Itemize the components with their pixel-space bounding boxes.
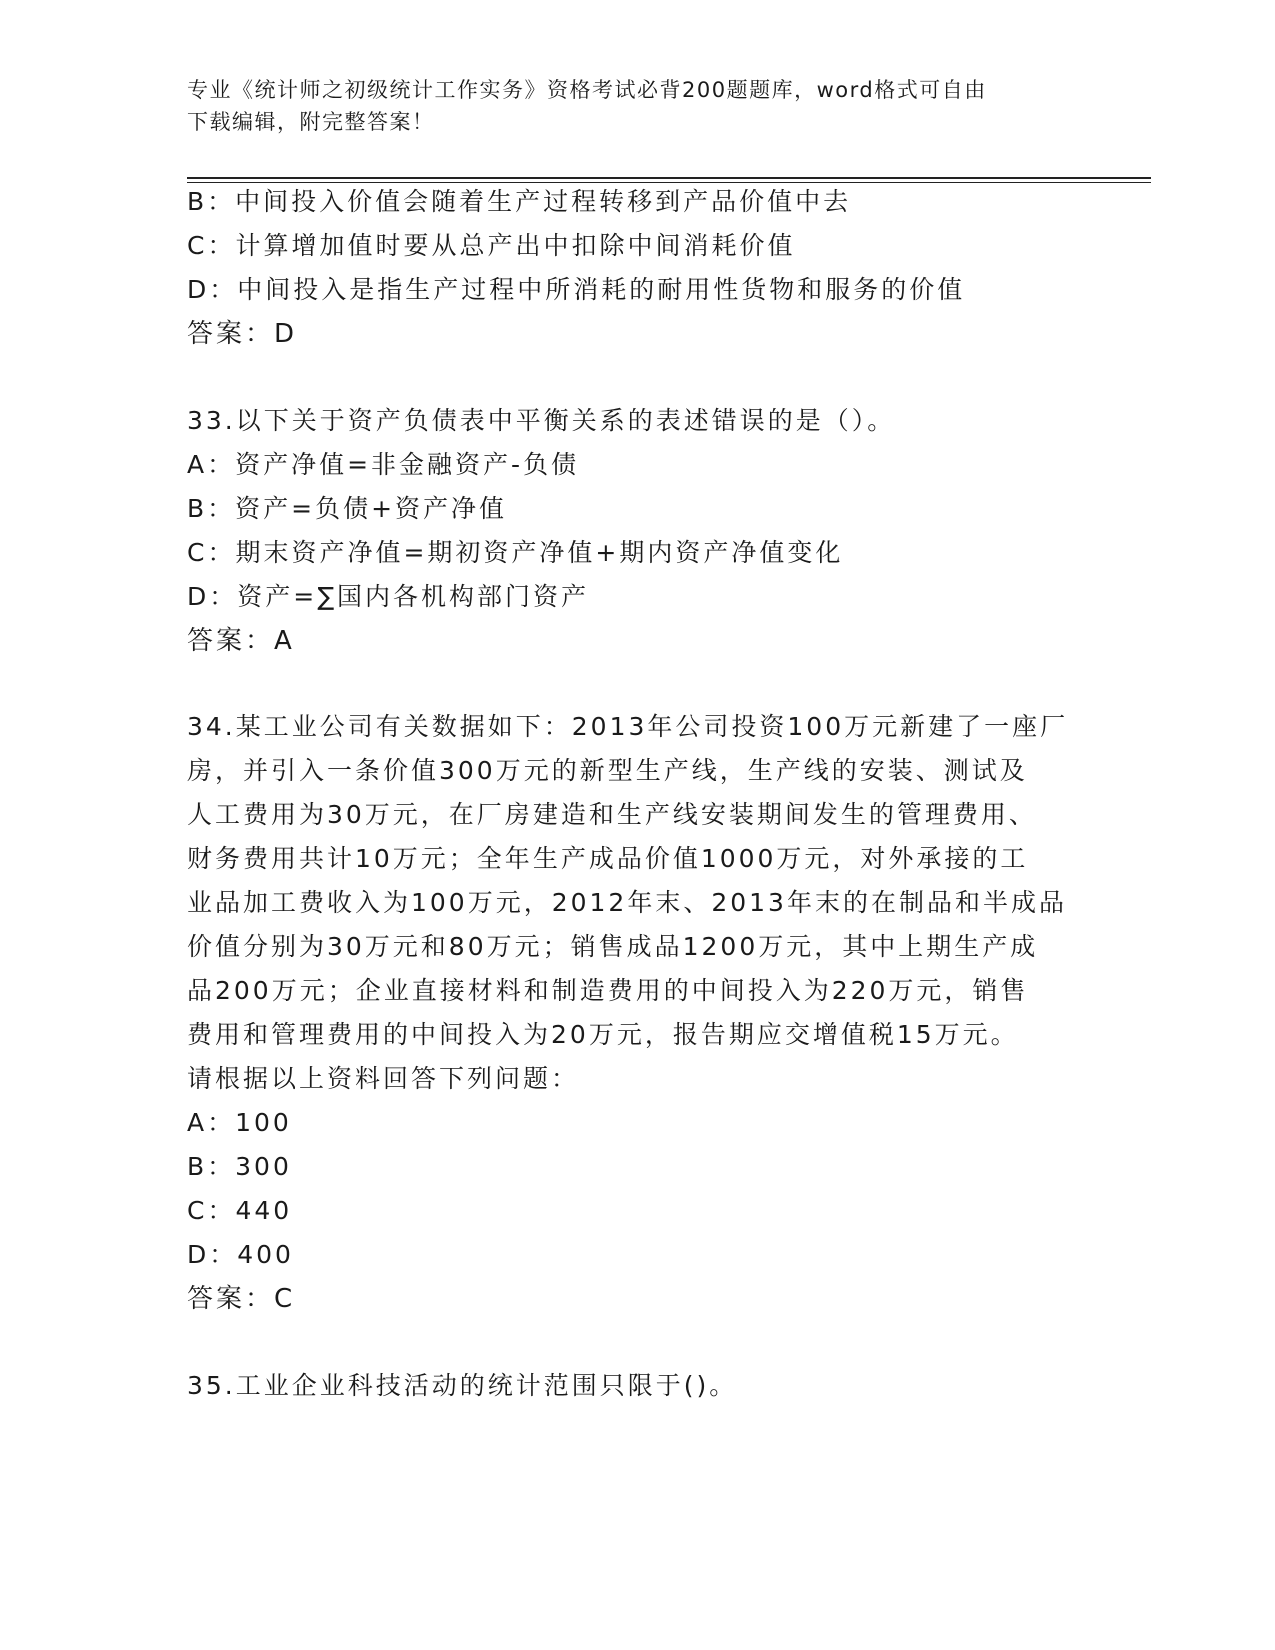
q33-option-a: A：资产净值=非金融资产-负债 <box>187 450 580 479</box>
q34-question-line: 房，并引入一条价值300万元的新型生产线，生产线的安装、测试及 <box>187 756 1028 785</box>
header-line-2: 下载编辑，附完整答案！ <box>187 110 435 134</box>
q34-question-line: 品200万元；企业直接材料和制造费用的中间投入为220万元，销售 <box>187 976 1029 1005</box>
q33-question: 33.以下关于资产负债表中平衡关系的表述错误的是（）。 <box>187 406 896 435</box>
q32-option-d: D：中间投入是指生产过程中所消耗的耐用性货物和服务的价值 <box>187 275 966 304</box>
q34-question-line: 请根据以上资料回答下列问题： <box>187 1064 580 1093</box>
q34-question-line: 人工费用为30万元，在厂房建造和生产线安装期间发生的管理费用、 <box>187 800 1037 829</box>
q33-answer-value: A <box>274 626 293 656</box>
q34-question-line: 34.某工业公司有关数据如下：2013年公司投资100万元新建了一座厂 <box>187 712 1069 741</box>
q33-option-c: C：期末资产净值=期初资产净值+期内资产净值变化 <box>187 538 844 567</box>
q34-option-a: A：100 <box>187 1108 292 1137</box>
q32-answer-label: 答案： <box>187 319 275 349</box>
q34-question-line: 财务费用共计10万元；全年生产成品价值1000万元，对外承接的工 <box>187 844 1029 873</box>
q34-answer-value: C <box>274 1284 294 1314</box>
q33-option-b: B：资产=负债+资产净值 <box>187 494 508 523</box>
q32-option-b: B：中间投入价值会随着生产过程转移到产品价值中去 <box>187 187 852 216</box>
q33-option-d: D：资产=∑国内各机构部门资产 <box>187 582 590 611</box>
q34-option-b: B：300 <box>187 1152 292 1181</box>
q33-answer <box>187 625 293 657</box>
q34-question-line: 费用和管理费用的中间投入为20万元，报告期应交增值税15万元。 <box>187 1020 1019 1049</box>
q35-question: 35.工业企业科技活动的统计范围只限于()。 <box>187 1371 738 1400</box>
header-divider <box>187 177 1151 183</box>
q32-option-c: C：计算增加值时要从总产出中扣除中间消耗价值 <box>187 231 796 260</box>
q34-answer <box>187 1283 293 1315</box>
q34-question-line: 业品加工费收入为100万元，2012年末、2013年末的在制品和半成品 <box>187 888 1067 917</box>
q32-answer <box>187 318 295 350</box>
q34-answer-label: 答案： <box>187 1284 275 1314</box>
header-line-1: 专业《统计师之初级统计工作实务》资格考试必背200题题库，word格式可自由 <box>187 78 987 102</box>
document-header <box>187 74 1087 138</box>
q32-answer-value: D <box>274 319 296 349</box>
q34-option-d: D：400 <box>187 1240 294 1269</box>
q34-question-line: 价值分别为30万元和80万元；销售成品1200万元，其中上期生产成 <box>187 932 1039 961</box>
q34-option-c: C：440 <box>187 1196 293 1225</box>
q33-answer-label: 答案： <box>187 626 275 656</box>
